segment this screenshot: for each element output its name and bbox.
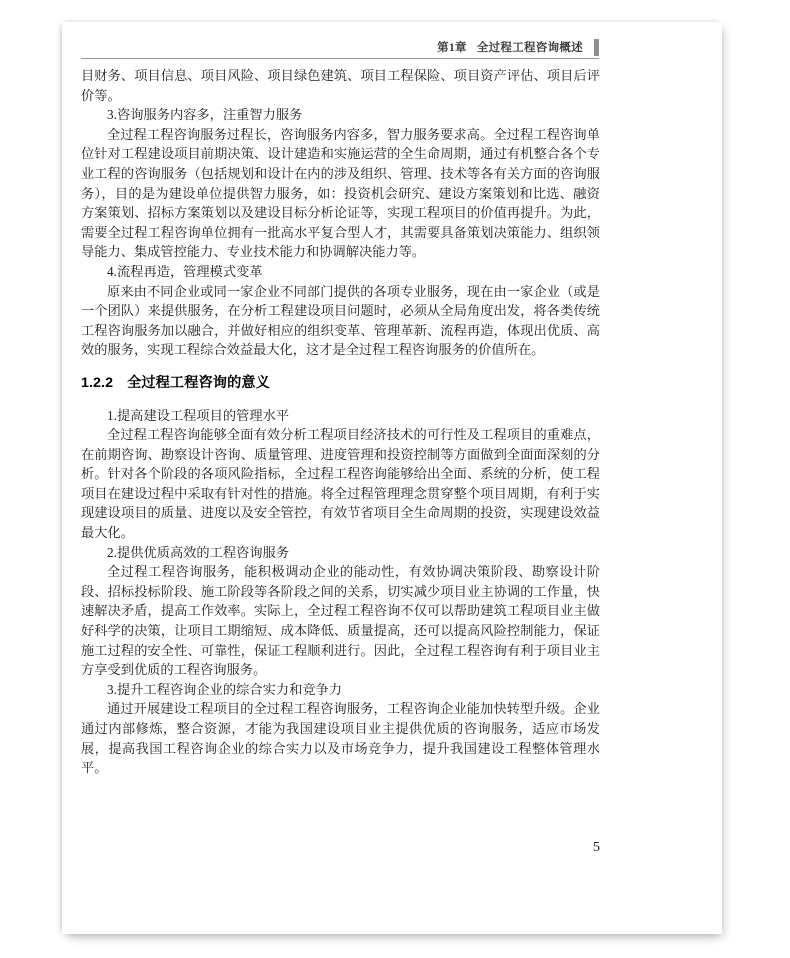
spacer-after-section-heading — [81, 394, 600, 406]
subitem-2-heading: 2.提供优质高效的工程咨询服务 — [107, 544, 290, 560]
numbered-item-3-body: 全过程工程咨询服务过程长，咨询服务内容多，智力服务要求高。全过程工程咨询单位针对工程建设项目前期决策、设计建造和实施运营的全生命周期，通过有机整合各个专业工程的咨询服务（包括规划和设计在内的涉及组织、管理、技术等各有关方面的咨询服务），目的是为建设单位提供智力服务，如：投资机会研究、建设方案策划和比选、融资方案策划、招标方案策划以及建设目标分析论证等，实现工程项目的价值再提升。为此，需要全过程工程咨询单位拥有一批高水平复合型人才，其需要具备策划决策能力、组织领导能力、集成管控能力、专业技术能力和协调解决能力等。 — [81, 126, 600, 260]
paragraph-continued-from-previous-page: 目财务、项目信息、项目风险、项目绿色建筑、项目工程保险、项目资产评估、项目后评价等。 — [81, 68, 600, 103]
subitem-3-body: 通过开展建设工程项目的全过程工程咨询服务，工程咨询企业能加快转型升级。企业通过内部修炼，整合资源，才能为我国建设项目业主提供优质的咨询服务，适应市场发展，提高我国工程咨询企业的综合实力以及市场竞争力，提升我国建设工程整体管理水平。 — [81, 701, 600, 776]
numbered-item-4-body: 原来由不同企业或同一家企业不同部门提供的各项专业服务，现在由一家企业（或是一个团队）来提供服务，在分析工程建设项目问题时，必须从全局角度出发，将各类传统工程咨询服务加以融合，并做好相应的组织变革、管理革新、流程再造，体现出优质、高效的服务，实现工程综合效益最大化，这才是全过程工程咨询服务的价值所在。 — [81, 283, 600, 358]
body-text-column — [81, 66, 600, 778]
running-head-chapter-label: 第1章 — [437, 42, 467, 54]
section-title: 全过程工程咨询的意义 — [127, 374, 270, 391]
subitem-2-body: 全过程工程咨询服务，能积极调动企业的能动性，有效协调决策阶段、勘察设计阶段、招标投标阶段、施工阶段等各阶段之间的关系，切实减少项目业主协调的工作量，快速解决矛盾，提高工作效率。实际上，全过程工程咨询不仅可以帮助建筑工程项目业主做好科学的决策，让项目工期缩短、成本降低、质量提高，还可以提高风险控制能力，保证施工过程的安全性、可靠性，保证工程顺利进行。因此，全过程工程咨询有利于项目业主方享受到优质的工程咨询服务。 — [81, 564, 600, 678]
section-heading-1-2-2 — [81, 374, 600, 394]
running-head — [81, 26, 599, 56]
spacer-before-section-heading — [81, 360, 600, 374]
section-number: 1.2.2 — [81, 374, 114, 391]
page-number: 5 — [593, 840, 600, 855]
subitem-3-heading: 3.提升工程咨询企业的综合实力和竞争力 — [107, 681, 343, 697]
numbered-item-3-heading: 3.咨询服务内容多，注重智力服务 — [107, 107, 303, 123]
numbered-item-4-heading: 4.流程再造，管理模式变革 — [107, 263, 263, 279]
subitem-1-heading: 1.提高建设工程项目的管理水平 — [107, 407, 290, 423]
subitem-1-body: 全过程工程咨询能够全面有效分析工程项目经济技术的可行性及工程项目的重难点，在前期咨询、勘察设计咨询、质量管理、进度管理和投资控制等方面做到全面面深刻的分析。针对各个阶段的各项风险指标，全过程工程咨询能够给出全面、系统的分析，使工程项目在建设过程中采取有针对性的措施。将全过程管理理念贯穿整个项目周期，有利于实现建设项目的质量、进度以及安全管控，有效节省项目全生命周期的投资，实现建设效益最大化。 — [81, 427, 600, 541]
running-head-marker-bar — [594, 39, 599, 56]
running-head-rule — [81, 58, 599, 59]
running-head-chapter-title: 全过程工程咨询概述 — [476, 42, 583, 54]
